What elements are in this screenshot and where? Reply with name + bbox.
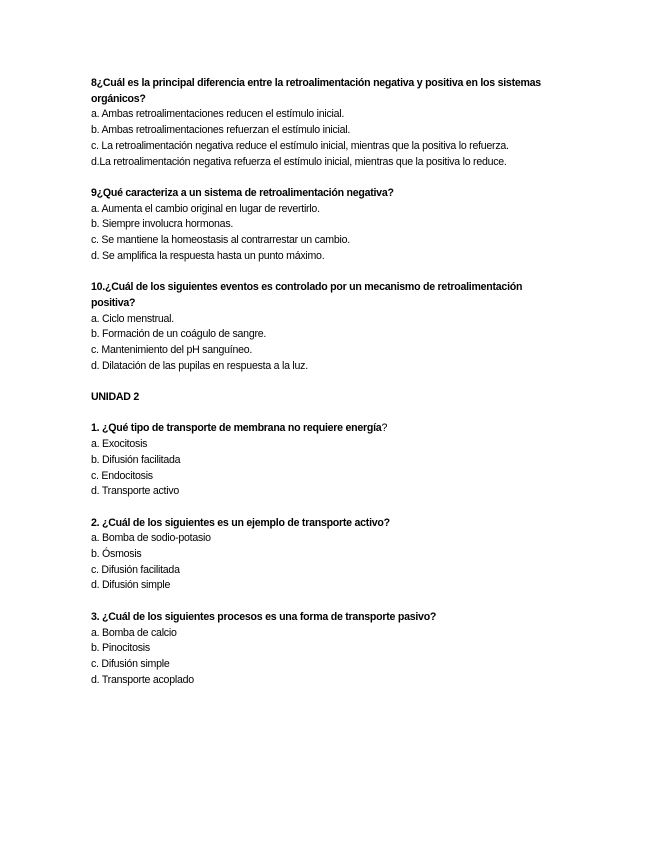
document-content — [91, 76, 551, 704]
answer-option-b: b. Ambas retroalimentaciones refuerzan el estímulo inicial. — [91, 124, 351, 137]
answer-option-a: a. Exocitosis — [91, 438, 148, 451]
answer-option-a: a. Ambas retroalimentaciones reducen el estímulo inicial. — [91, 108, 345, 121]
answer-option-b: b. Formación de un coágulo de sangre. — [91, 328, 267, 341]
answer-option-d: d. Transporte activo — [91, 485, 180, 498]
answer-option-b: b. Pinocitosis — [91, 642, 150, 655]
answer-option-a: a. Bomba de calcio — [91, 626, 177, 639]
unit-heading: UNIDAD 2 — [91, 391, 140, 404]
question-title: 8¿Cuál es la principal diferencia entre la retroalimentación negativa y positiva en los sistemas orgánicos? — [91, 77, 541, 105]
answer-option-a: a. Aumenta el cambio original en lugar de revertirlo. — [91, 202, 320, 215]
answer-option-b: b. Siempre involucra hormonas. — [91, 218, 234, 231]
question-title: 3. ¿Cuál de los siguientes procesos es una forma de transporte pasivo? — [91, 610, 437, 623]
question-title: 1. ¿Qué tipo de transporte de membrana no requiere energía? — [91, 422, 388, 435]
answer-option-c: c. Difusión simple — [91, 657, 170, 670]
answer-option-b: b. Ósmosis — [91, 548, 142, 561]
answer-option-d: d. Se amplifica la respuesta hasta un punto máximo. — [91, 249, 325, 262]
question-unit2-1 — [91, 421, 551, 500]
answer-option-d: d. Transporte acoplado — [91, 673, 194, 686]
answer-option-b: b. Difusión facilitada — [91, 453, 181, 466]
answer-option-d: d. Difusión simple — [91, 579, 171, 592]
question-10 — [91, 280, 551, 374]
answer-option-d: d. Dilatación de las pupilas en respuesta a la luz. — [91, 359, 308, 372]
answer-option-c: c. Mantenimiento del pH sanguíneo. — [91, 343, 253, 356]
answer-option-c: c. La retroalimentación negativa reduce el estímulo inicial, mientras que la positiva lo refuerza. — [91, 139, 509, 152]
question-unit2-2 — [91, 516, 551, 595]
question-9 — [91, 186, 551, 265]
answer-option-a: a. Ciclo menstrual. — [91, 312, 174, 325]
answer-option-c: c. Difusión facilitada — [91, 563, 180, 576]
answer-option-d: d.La retroalimentación negativa refuerza el estímulo inicial, mientras que la positiva lo reduce. — [91, 155, 507, 168]
question-title: 9¿Qué caracteriza a un sistema de retroalimentación negativa? — [91, 186, 394, 199]
answer-option-a: a. Bomba de sodio-potasio — [91, 532, 211, 545]
question-unit2-3 — [91, 610, 551, 689]
question-title: 10.¿Cuál de los siguientes eventos es controlado por un mecanismo de retroalimentación positiva? — [91, 281, 523, 309]
answer-option-c: c. Endocitosis — [91, 469, 153, 482]
answer-option-c: c. Se mantiene la homeostasis al contrarrestar un cambio. — [91, 234, 350, 247]
question-8 — [91, 76, 551, 170]
question-title: 2. ¿Cuál de los siguientes es un ejemplo de transporte activo? — [91, 516, 390, 529]
